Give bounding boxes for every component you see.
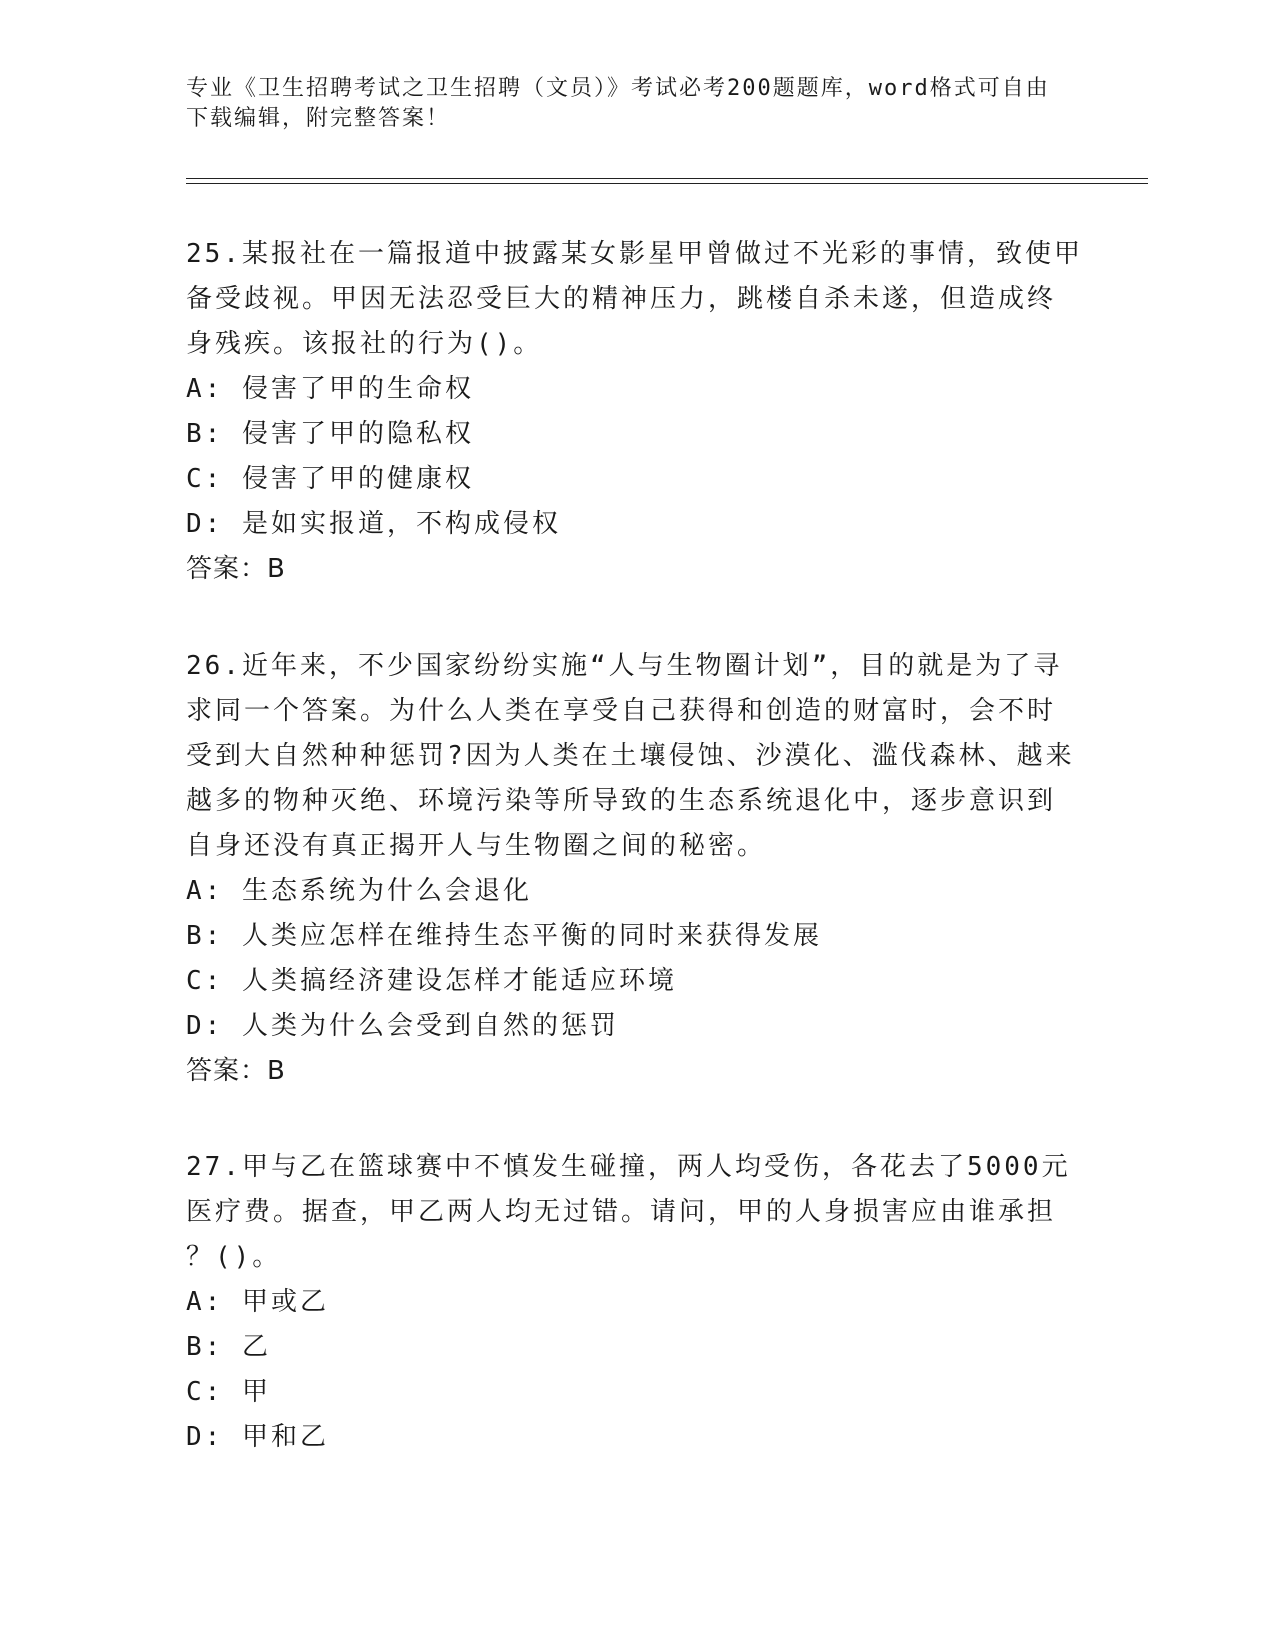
question-stem-line: 医疗费。据查，甲乙两人均无过错。请问，甲的人身损害应由谁承担 <box>186 1197 1057 1227</box>
option-c: C: 甲 <box>186 1377 271 1407</box>
option-c: C: 人类搞经济建设怎样才能适应环境 <box>186 966 677 996</box>
option-a: A: 生态系统为什么会退化 <box>186 876 532 906</box>
question-stem-line: ？()。 <box>186 1242 282 1272</box>
option-d: D: 甲和乙 <box>186 1422 329 1452</box>
question-stem-line: 身残疾。该报社的行为()。 <box>186 329 543 359</box>
question-25 <box>186 232 1086 592</box>
option-c: C: 侵害了甲的健康权 <box>186 464 474 494</box>
question-stem-line: 求同一个答案。为什么人类在享受自己获得和创造的财富时，会不时 <box>186 696 1057 726</box>
option-a: A: 甲或乙 <box>186 1287 329 1317</box>
question-stem-line: 备受歧视。甲因无法忍受巨大的精神压力，跳楼自杀未遂，但造成终 <box>186 284 1057 314</box>
question-stem-line: 25.某报社在一篇报道中披露某女影星甲曾做过不光彩的事情，致使甲 <box>186 239 1083 269</box>
answer-line: 答案：B <box>186 1056 286 1086</box>
option-a: A: 侵害了甲的生命权 <box>186 374 474 404</box>
question-27 <box>186 1145 1086 1460</box>
question-stem-line: 26.近年来，不少国家纷纷实施“人与生物圈计划”，目的就是为了寻 <box>186 651 1063 681</box>
option-b: B: 乙 <box>186 1332 271 1362</box>
document-header: 专业《卫生招聘考试之卫生招聘（文员）》考试必考200题题库，word格式可自由下载编辑，附完整答案！ <box>186 76 1050 131</box>
answer-line: 答案：B <box>186 554 286 584</box>
option-d: D: 人类为什么会受到自然的惩罚 <box>186 1011 619 1041</box>
option-b: B: 人类应怎样在维持生态平衡的同时来获得发展 <box>186 921 822 951</box>
question-26 <box>186 644 1086 1094</box>
question-stem-line: 受到大自然种种惩罚?因为人类在土壤侵蚀、沙漠化、滥伐森林、越来 <box>186 741 1075 771</box>
option-d: D: 是如实报道，不构成侵权 <box>186 509 561 539</box>
header-divider-top <box>186 178 1148 179</box>
question-stem-line: 自身还没有真正揭开人与生物圈之间的秘密。 <box>186 831 767 861</box>
option-b: B: 侵害了甲的隐私权 <box>186 419 474 449</box>
question-stem-line: 27.甲与乙在篮球赛中不慎发生碰撞，两人均受伤，各花去了5000元 <box>186 1152 1071 1182</box>
header-divider-bottom <box>186 183 1148 184</box>
question-stem-line: 越多的物种灭绝、环境污染等所导致的生态系统退化中，逐步意识到 <box>186 786 1057 816</box>
